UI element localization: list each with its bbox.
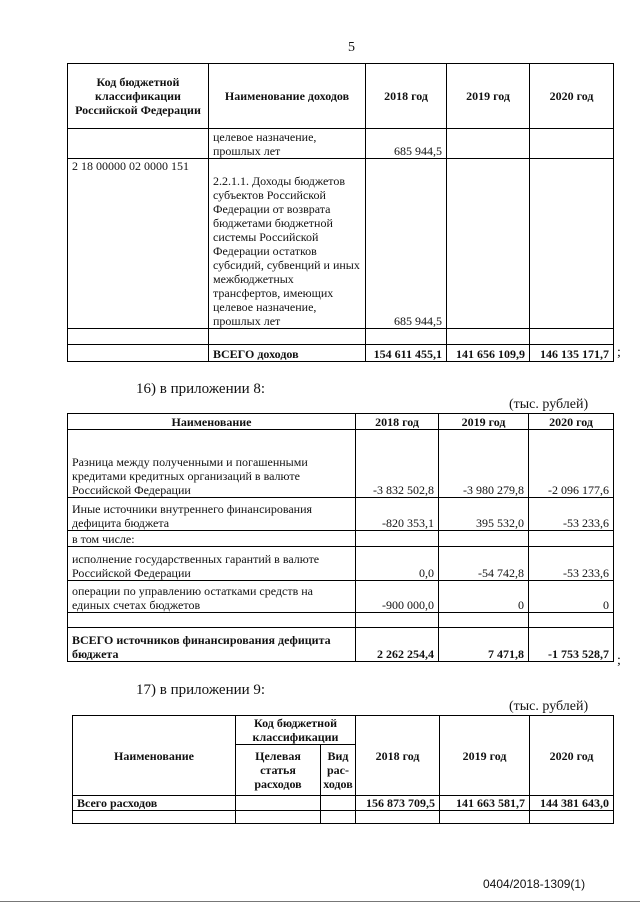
page-number: 5 — [348, 40, 355, 55]
cell-2018 — [356, 531, 439, 547]
cell-2019: -54 742,8 — [439, 547, 529, 581]
header-2020: 2020 год — [530, 716, 614, 796]
document-code: 0404/2018-1309(1) — [483, 877, 586, 891]
header-2019: 2019 год — [440, 716, 530, 796]
header-2018: 2018 год — [356, 716, 440, 796]
section-17-unit: (тыс. рублей) — [509, 699, 589, 714]
section-16-heading: 16) в приложении 8: — [136, 381, 266, 397]
revenue-table — [67, 63, 614, 362]
header-expense-type: Вид рас-ходов — [321, 745, 356, 796]
total-2020: 144 381 643,0 — [530, 796, 614, 811]
cell-2019 — [447, 159, 530, 329]
cell-2018: -900 000,0 — [356, 581, 439, 613]
cell-name: Иные источники внутреннего финансирования дефицита бюджета — [68, 498, 356, 531]
total-label: Всего расходов — [73, 796, 236, 811]
total-2020: -1 753 528,7 — [529, 628, 614, 662]
total-label: ВСЕГО источников финансирования дефицита бюджета — [68, 628, 356, 662]
total-label: ВСЕГО доходов — [209, 345, 366, 362]
table-total-row — [73, 796, 614, 811]
cell-name: целевое назначение, прошлых лет — [209, 129, 366, 159]
section-17-heading: 17) в приложении 9: — [136, 682, 266, 698]
header-2018: 2018 год — [366, 64, 447, 129]
cell-2020: 0 — [529, 581, 614, 613]
header-target-article: Целевая статья расходов — [236, 745, 321, 796]
header-name: Наименование доходов — [209, 64, 366, 129]
total-2019: 141 656 109,9 — [447, 345, 530, 362]
table-row — [68, 129, 614, 159]
table-total-row — [68, 345, 614, 362]
cell-2020: -53 233,6 — [529, 498, 614, 531]
table-row-empty — [68, 613, 614, 628]
cell-code — [68, 129, 209, 159]
cell-2020 — [529, 531, 614, 547]
end-mark: ; — [617, 653, 621, 668]
table-row — [68, 581, 614, 613]
total-2018: 156 873 709,5 — [356, 796, 440, 811]
header-2020: 2020 год — [530, 64, 614, 129]
total-2019: 141 663 581,7 — [440, 796, 530, 811]
table-total-row — [68, 628, 614, 662]
expenses-table — [72, 715, 614, 824]
total-2019: 7 471,8 — [439, 628, 529, 662]
total-2018: 2 262 254,4 — [356, 628, 439, 662]
cell-2018: 0,0 — [356, 547, 439, 581]
cell-name: 2.2.1.1. Доходы бюджетов субъектов Российской Федерации от возврата бюджетами бюджетной системы Российской Федерации остатков субсидий, субвенций и иных межбюджетных трансфертов, имеющих целевое назначение, прошлых лет — [209, 159, 366, 329]
header-2018: 2018 год — [356, 414, 439, 430]
header-2020: 2020 год — [529, 414, 614, 430]
cell-2020 — [530, 159, 614, 329]
revenue-table-header — [68, 64, 614, 129]
table-row — [68, 159, 614, 329]
cell-2019: 395 532,0 — [439, 498, 529, 531]
table-row — [68, 430, 614, 498]
header-2019: 2019 год — [447, 64, 530, 129]
cell-2018: -3 832 502,8 — [356, 430, 439, 498]
table-row-empty — [68, 329, 614, 345]
cell-2018: -820 353,1 — [356, 498, 439, 531]
cell-2019 — [439, 531, 529, 547]
cell-name: исполнение государственных гарантий в валюте Российской Федерации — [68, 547, 356, 581]
cell-2020: -2 096 177,6 — [529, 430, 614, 498]
table-row — [68, 531, 614, 547]
table-row — [68, 498, 614, 531]
table-row-empty — [73, 811, 614, 824]
total-2018: 154 611 455,1 — [366, 345, 447, 362]
financing-table — [67, 413, 614, 662]
header-name: Наименование — [68, 414, 356, 430]
cell-2018: 685 944,5 — [366, 159, 447, 329]
cell-2018: 685 944,5 — [366, 129, 447, 159]
header-code-group: Код бюджетной классификации — [236, 716, 356, 745]
cell-name: операции по управлению остатками средств на единых счетах бюджетов — [68, 581, 356, 613]
cell-2019 — [447, 129, 530, 159]
header-name: Наименование — [73, 716, 236, 796]
cell-name: в том числе: — [68, 531, 356, 547]
header-2019: 2019 год — [439, 414, 529, 430]
cell-2019: 0 — [439, 581, 529, 613]
cell-name: Разница между полученными и погашенными кредитами кредитных организаций в валюте Российской Федерации — [68, 430, 356, 498]
total-2020: 146 135 171,7 — [530, 345, 614, 362]
scan-edge-line — [0, 901, 640, 902]
section-16-unit: (тыс. рублей) — [509, 397, 589, 412]
cell-2019: -3 980 279,8 — [439, 430, 529, 498]
cell-2020 — [530, 129, 614, 159]
financing-table-header — [68, 414, 614, 430]
cell-2020: -53 233,6 — [529, 547, 614, 581]
end-mark: ; — [617, 345, 621, 360]
table-row — [68, 547, 614, 581]
header-code: Код бюджетной классификации Российской Федерации — [68, 64, 209, 129]
cell-code: 2 18 00000 02 0000 151 — [68, 159, 209, 329]
